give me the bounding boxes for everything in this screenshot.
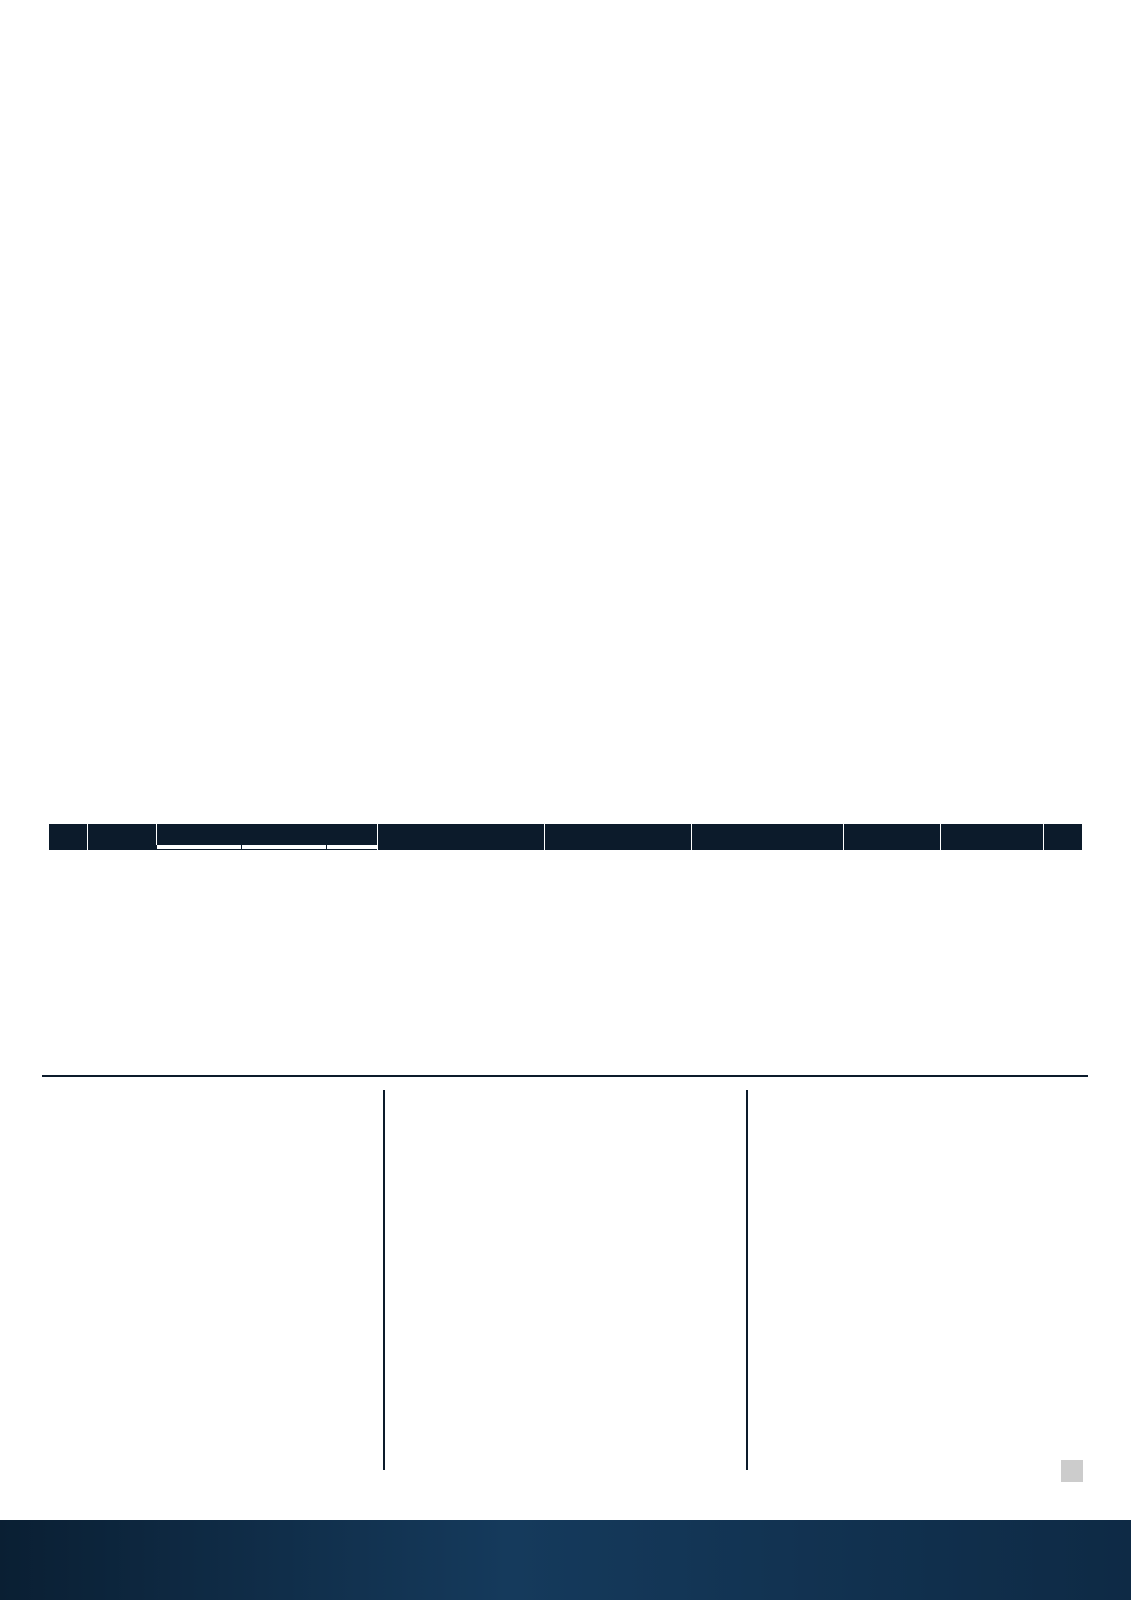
- column-divider: [746, 1090, 748, 1470]
- footer-brand: [86, 1548, 92, 1570]
- col-niveau: [844, 824, 941, 850]
- col-mandrin: [157, 824, 378, 845]
- page-number: [1061, 1460, 1083, 1482]
- column-divider: [383, 1090, 385, 1470]
- col-mm-pouce: [157, 845, 242, 850]
- col-ref: [88, 824, 157, 850]
- col-entree: [941, 824, 1044, 850]
- col-poids: [1044, 824, 1083, 850]
- spec-table: [48, 824, 1082, 850]
- col-couple: [378, 824, 545, 850]
- footer: [0, 1520, 1131, 1600]
- col-vitesse: [692, 824, 844, 850]
- section-divider: [42, 1075, 1088, 1077]
- col-type: [327, 845, 378, 850]
- col-capacite-mm: [242, 845, 327, 850]
- col-capacite: [545, 824, 692, 850]
- col-n: [49, 824, 88, 850]
